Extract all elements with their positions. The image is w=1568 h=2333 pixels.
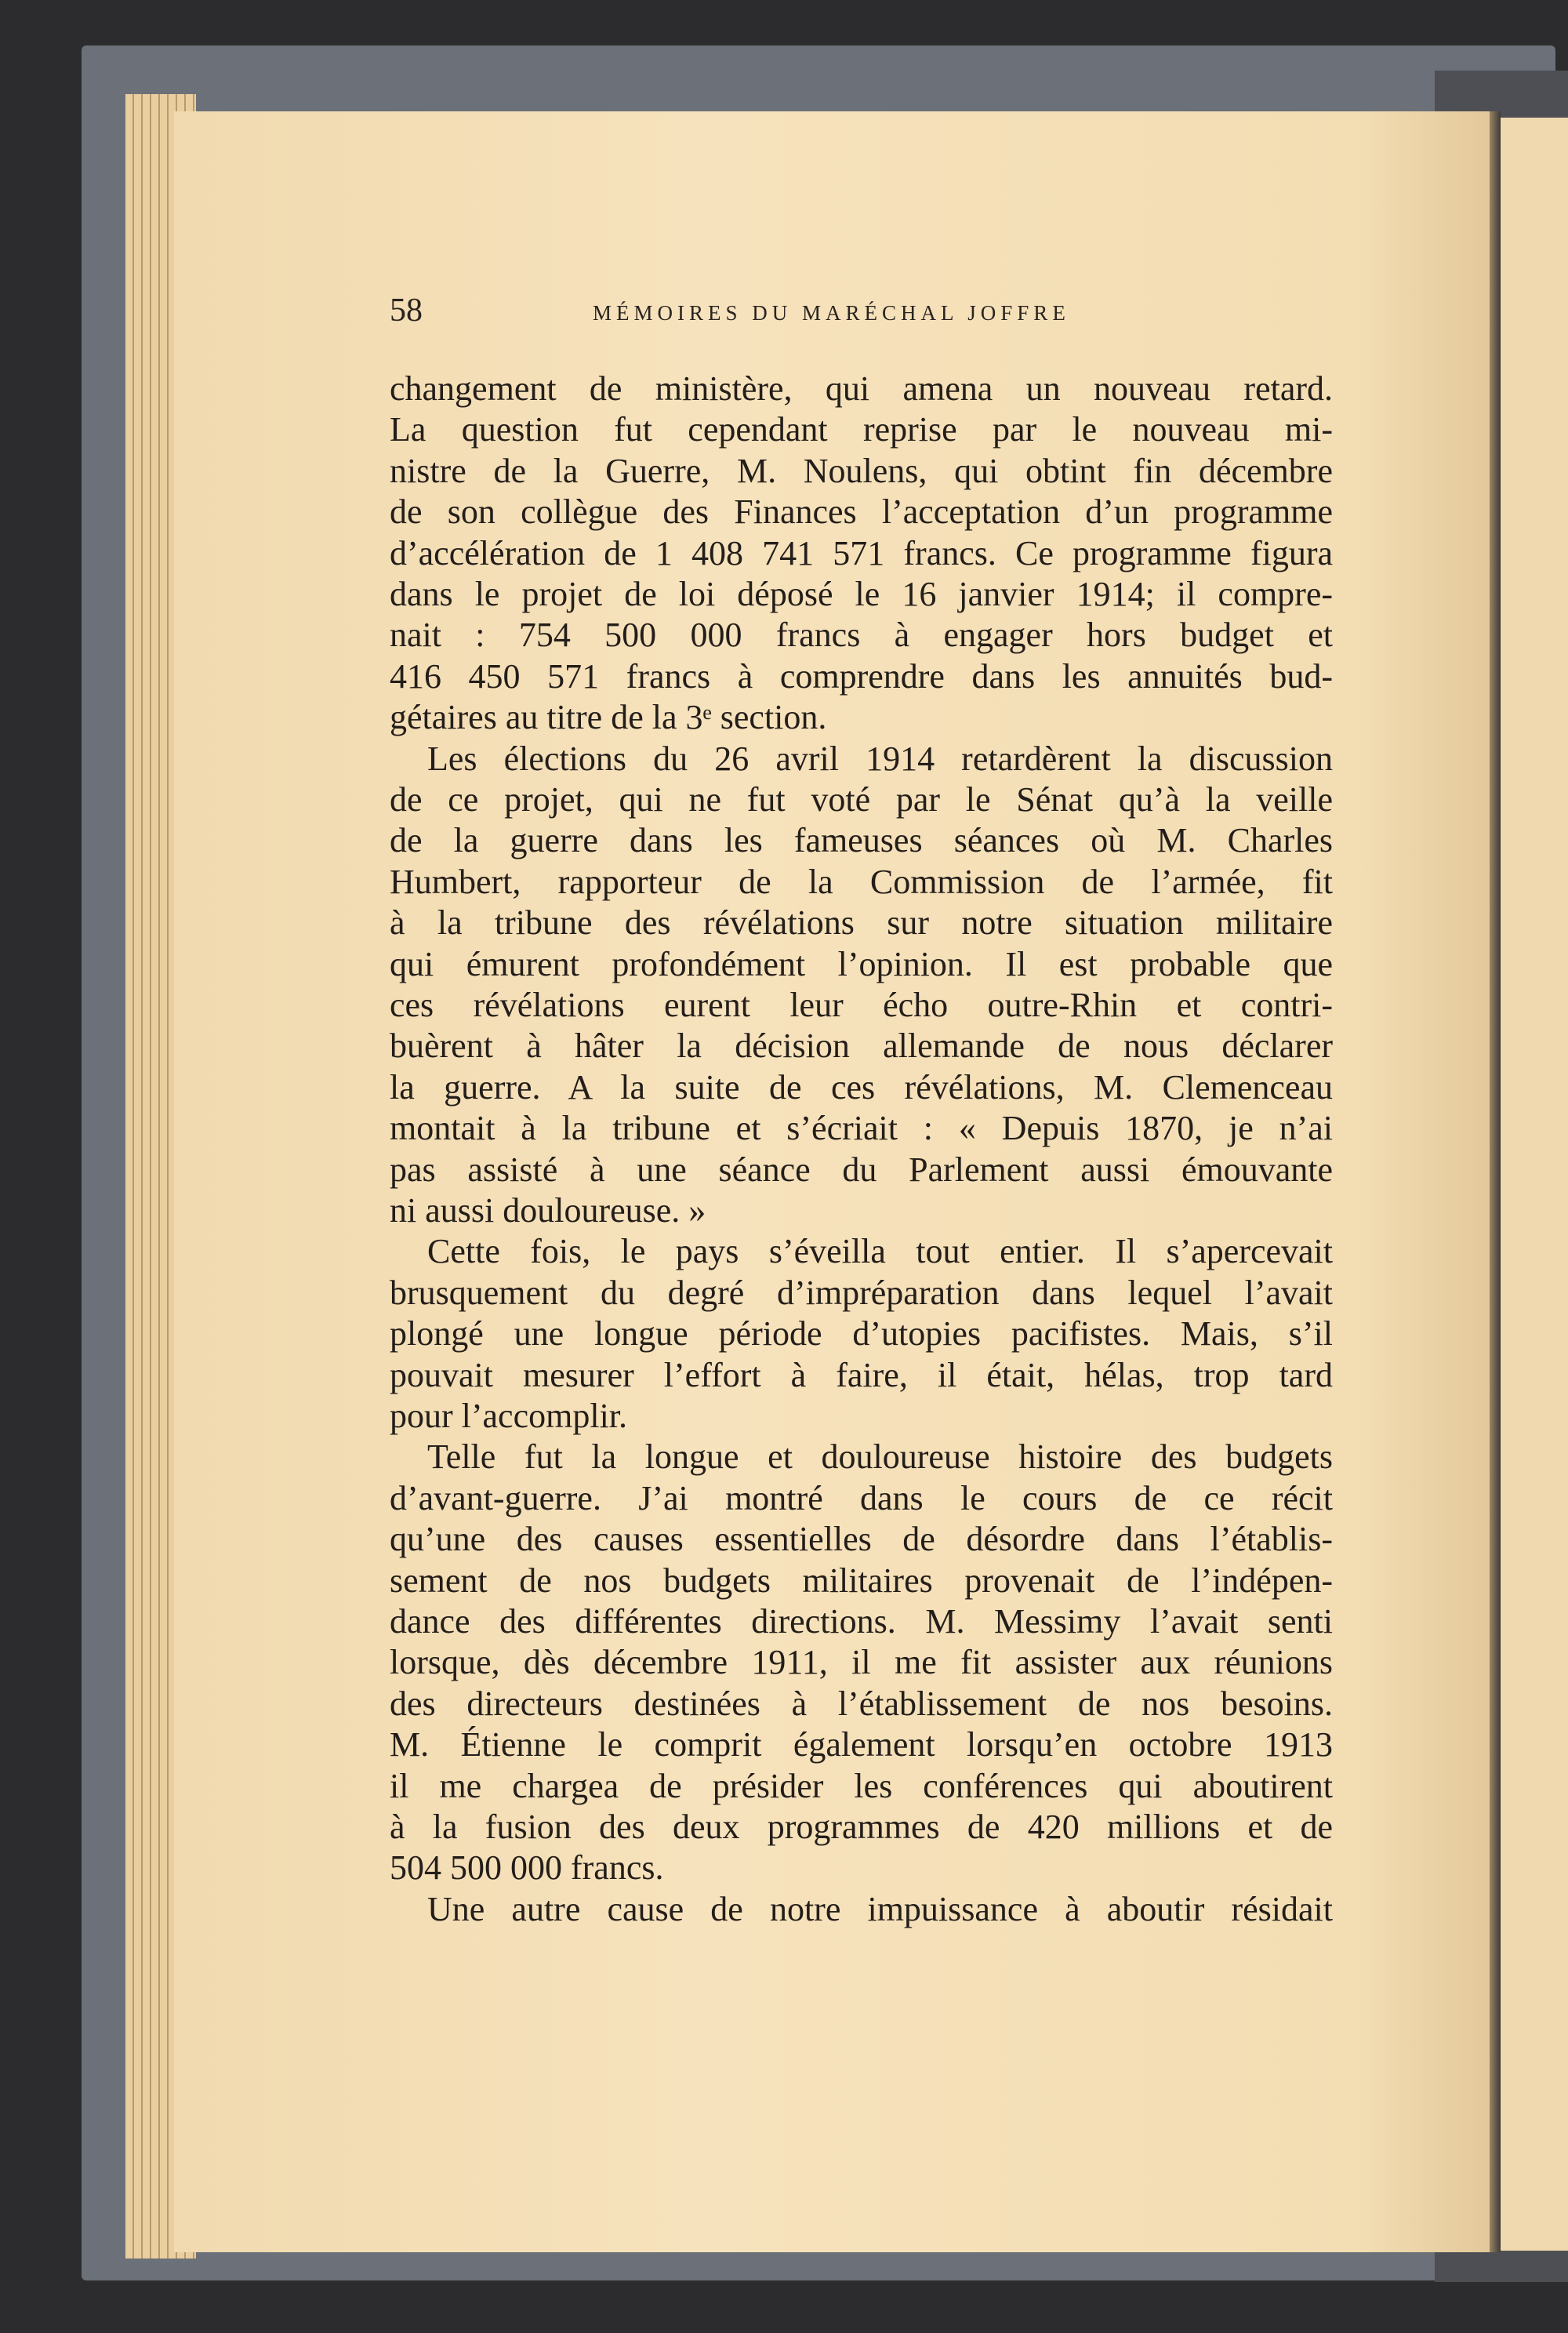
text-line: pouvait mesurer l’effort à faire, il était, hélas, trop tard [390,1355,1333,1394]
text-line: Humbert, rapporteur de la Commission de l’armée, fit [390,862,1333,901]
text-line: pour l’accomplir. [390,1397,628,1435]
running-title: MÉMOIRES DU MARÉCHAL JOFFRE [593,301,1070,325]
text-line: la guerre. A la suite de ces révélations, M. Clemenceau [390,1067,1333,1107]
facing-page [1501,118,1568,2251]
text-line: ni aussi douloureuse. » [390,1191,706,1230]
text-line: M. Étienne le comprit également lorsqu’en octobre 1913 [390,1725,1333,1764]
text-line: La question fut cependant reprise par le nouveau mi- [390,410,1333,449]
text-line: de son collègue des Finances l’acceptation d’un programme [390,492,1333,532]
text-line: de ce projet, qui ne fut voté par le Sénat qu’à la veille [390,780,1333,819]
text-line: dance des différentes directions. M. Messimy l’avait senti [390,1602,1333,1641]
text-line: nistre de la Guerre, M. Noulens, qui obtint fin décembre [390,451,1333,490]
text-line: 504 500 000 francs. [390,1848,664,1888]
text-line: Cette fois, le pays s’éveilla tout entier. Il s’apercevait [427,1232,1333,1271]
text-line: buèrent à hâter la décision allemande de nous déclarer [390,1027,1333,1066]
text-line: Une autre cause de notre impuissance à aboutir résidait [427,1889,1333,1928]
page-number: 58 [390,293,423,329]
text-line: brusquement du degré d’impréparation dans lequel l’avait [390,1273,1333,1312]
text-line: nait : 754 500 000 francs à engager hors budget et [390,616,1333,655]
text-line: à la tribune des révélations sur notre situation militaire [390,903,1333,943]
text-line: lorsque, dès décembre 1911, il me fit assister aux réunions [390,1643,1333,1682]
text-line: il me chargea de présider les conférences qui aboutirent [390,1766,1333,1805]
text-line: des directeurs destinées à l’établissement de nos besoins. [390,1684,1333,1723]
book-gutter [1490,111,1501,2252]
text-line: Telle fut la longue et douloureuse histoire des budgets [427,1437,1333,1477]
text-line: pas assisté à une séance du Parlement aussi émouvante [390,1150,1333,1189]
text-line: 416 450 571 francs à comprendre dans les annuités bud- [390,656,1333,696]
text-line: ces révélations eurent leur écho outre-Rhin et contri- [390,986,1333,1024]
text-line: plongé une longue période d’utopies pacifistes. Mais, s’il [390,1314,1333,1354]
text-line: de la guerre dans les fameuses séances où M. Charles [390,821,1333,860]
text-line: qui émurent profondément l’opinion. Il est probable que [390,944,1333,983]
text-line: d’avant-guerre. J’ai montré dans le cours de ce récit [390,1478,1333,1517]
text-line: changement de ministère, qui amena un nouveau retard. [390,369,1333,408]
text-line: sement de nos budgets militaires provenait de l’indépen- [390,1561,1333,1600]
text-line: dans le projet de loi déposé le 16 janvier 1914; il compre- [390,575,1333,613]
text-line: à la fusion des deux programmes de 420 millions et de [390,1808,1333,1846]
text-line: montait à la tribune et s’écriait : « Depuis 1870, je n’ai [390,1109,1333,1148]
text-line: gétaires au titre de la 3ᵉ section. [390,698,827,737]
text-line: d’accélération de 1 408 741 571 francs. Ce programme figura [390,533,1333,572]
text-line: Les élections du 26 avril 1914 retardèrent la discussion [427,739,1333,778]
text-line: qu’une des causes essentielles de désordre dans l’établis- [390,1520,1333,1559]
